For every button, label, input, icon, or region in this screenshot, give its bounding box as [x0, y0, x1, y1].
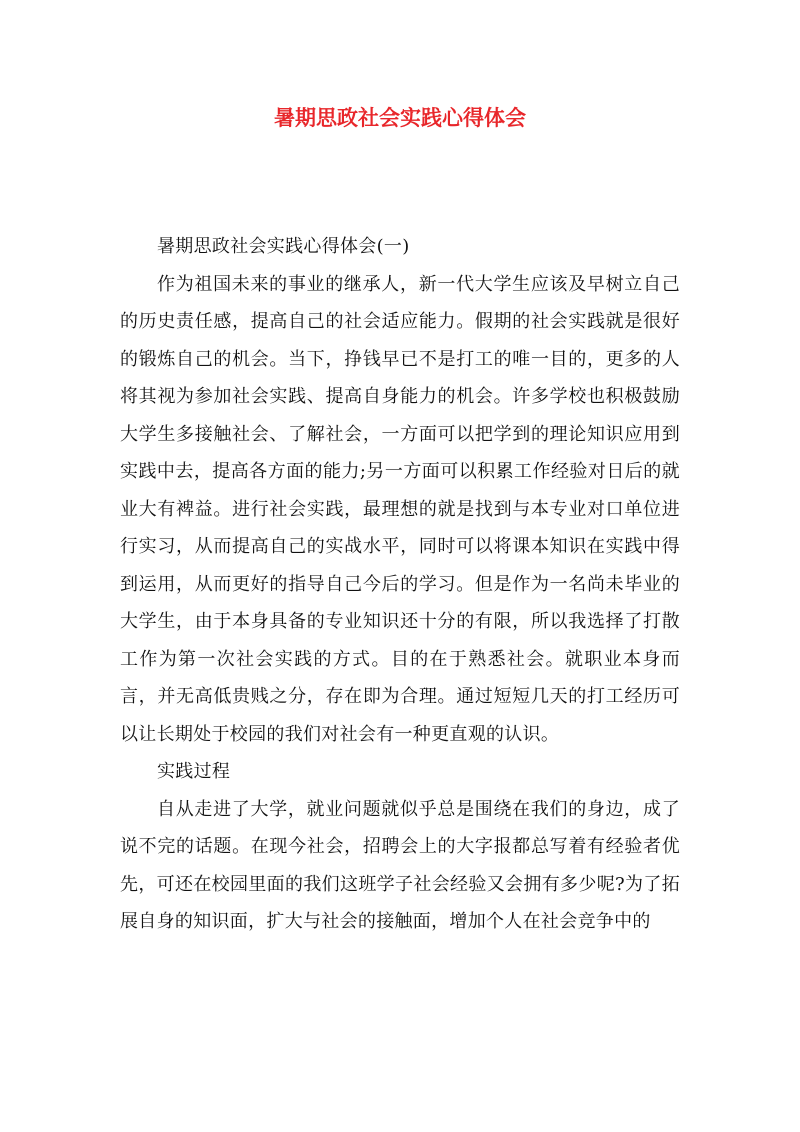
paragraph-2: 自从走进了大学，就业问题就似乎总是围绕在我们的身边，成了说不完的话题。在现今社会，招聘会上的大字报都总写着有经验者优先，可还在校园里面的我们这班学子社会经验又会拥有多少呢?为了拓展自身的知识面，扩大与社会的接触面，增加个人在社会竞争中的	[120, 798, 680, 932]
section-heading: 实践过程	[157, 761, 231, 782]
subtitle: 暑期思政社会实践心得体会(一)	[157, 236, 410, 257]
document-body	[120, 228, 680, 941]
paragraph-1: 作为祖国未来的事业的继承人，新一代大学生应该及早树立自己的历史责任感，提高自己的社会适应能力。假期的社会实践就是很好的锻炼自己的机会。当下，挣钱早已不是打工的唯一目的，更多的人将其视为参加社会实践、提高自身能力的机会。许多学校也积极鼓励大学生多接触社会、了解社会，一方面可以把学到的理论知识应用到实践中去，提高各方面的能力;另一方面可以积累工作经验对日后的就业大有裨益。进行社会实践，最理想的就是找到与本专业对口单位进行实习，从而提高自己的实战水平，同时可以将课本知识在实践中得到运用，从而更好的指导自己今后的学习。但是作为一名尚未毕业的大学生，由于本身具备的专业知识还十分的有限，所以我选择了打散工作为第一次社会实践的方式。目的在于熟悉社会。就职业本身而言，并无高低贵贱之分，存在即为合理。通过短短几天的打工经历可以让长期处于校园的我们对社会有一种更直观的认识。	[120, 273, 680, 745]
document-title: 暑期思政社会实践心得体会	[274, 105, 526, 130]
